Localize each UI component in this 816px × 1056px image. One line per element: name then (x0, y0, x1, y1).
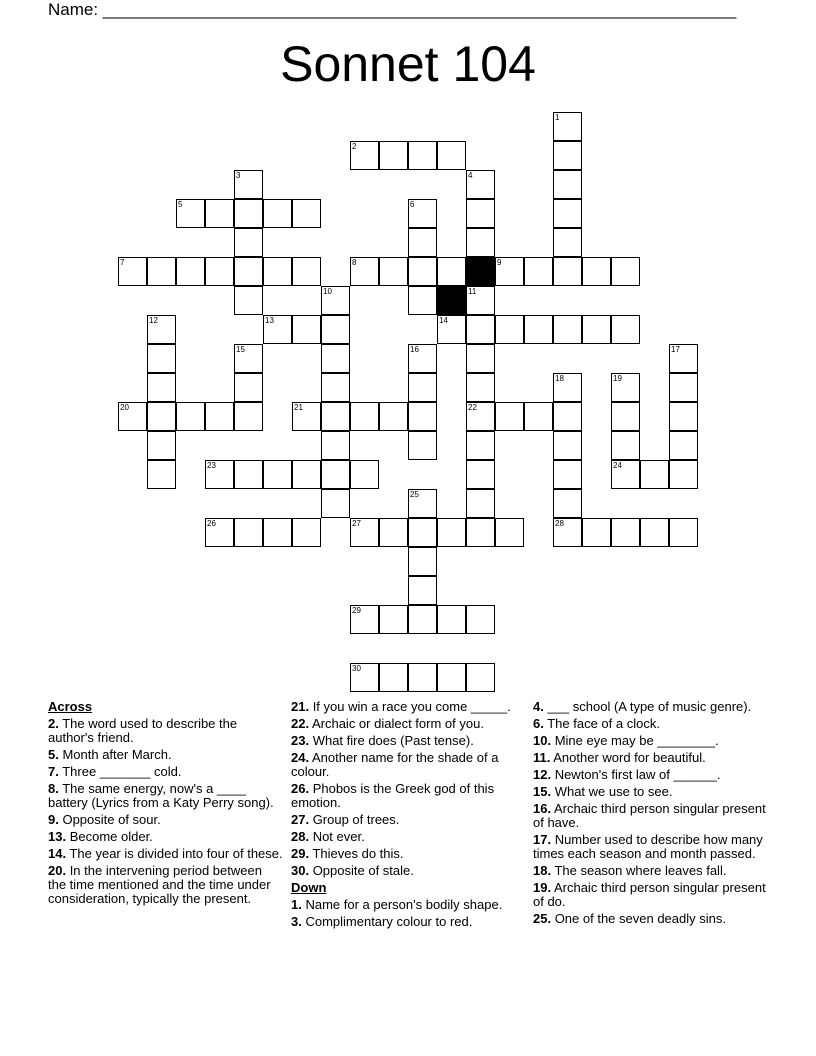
grid-cell[interactable] (379, 518, 408, 547)
clue-text: The year is divided into four of these. (66, 846, 283, 861)
clue-number: 16. (533, 801, 552, 816)
clue-number: 17. (533, 832, 552, 847)
clue-item (291, 700, 521, 714)
clue-number: 18. (533, 863, 552, 878)
grid-cell[interactable] (292, 518, 321, 547)
grid-cell[interactable] (263, 199, 292, 228)
clue-item (291, 864, 521, 878)
grid-cell[interactable] (466, 518, 495, 547)
cell-number: 1 (555, 113, 560, 122)
grid-cell[interactable] (234, 199, 263, 228)
clue-text: Group of trees. (309, 812, 400, 827)
clue-text: Archaic or dialect form of you. (309, 716, 484, 731)
grid-cell[interactable] (263, 518, 292, 547)
grid-cell[interactable] (350, 141, 379, 170)
grid-cell-blocked (466, 257, 495, 286)
clue-text: Newton's first law of ______. (551, 767, 721, 782)
clue-item (533, 785, 773, 799)
grid-cell-blocked (437, 286, 466, 315)
clue-item (533, 768, 773, 782)
across-clue-list (48, 717, 283, 906)
grid-cell[interactable] (466, 460, 495, 489)
clue-item (291, 717, 521, 731)
clue-text: One of the seven deadly sins. (551, 911, 726, 926)
grid-cell[interactable] (147, 373, 176, 402)
grid-cell[interactable] (669, 344, 698, 373)
grid-cell[interactable] (466, 663, 495, 692)
grid-cell[interactable] (669, 518, 698, 547)
cell-number: 8 (352, 258, 357, 267)
clue-column-1 (48, 700, 283, 909)
clue-item (533, 717, 773, 731)
grid-cell[interactable] (408, 576, 437, 605)
clue-item (291, 830, 521, 844)
cell-number: 25 (410, 490, 419, 499)
grid-cell[interactable] (408, 257, 437, 286)
grid-cell[interactable] (553, 402, 582, 431)
grid-cell[interactable] (437, 257, 466, 286)
clue-item (533, 833, 773, 861)
cell-number: 6 (410, 200, 415, 209)
grid-cell[interactable] (437, 141, 466, 170)
grid-cell[interactable] (350, 257, 379, 286)
grid-cell[interactable] (611, 373, 640, 402)
grid-cell[interactable] (176, 402, 205, 431)
clue-text: Number used to describe how many times each season and month passed. (533, 832, 763, 861)
clue-number: 8. (48, 781, 59, 796)
clue-text: Name for a person's bodily shape. (301, 897, 503, 912)
clue-number: 3. (291, 914, 302, 929)
clue-number: 1. (291, 897, 302, 912)
grid-cell[interactable] (147, 402, 176, 431)
clue-column-2 (291, 700, 521, 932)
grid-cell[interactable] (553, 460, 582, 489)
clue-number: 25. (533, 911, 552, 926)
down-clue-list (291, 898, 521, 929)
grid-cell[interactable] (234, 344, 263, 373)
grid-cell[interactable] (553, 257, 582, 286)
grid-cell[interactable] (437, 315, 466, 344)
grid-cell[interactable] (669, 402, 698, 431)
cell-number: 13 (265, 316, 274, 325)
clue-text: What we use to see. (551, 784, 673, 799)
grid-cell[interactable] (611, 402, 640, 431)
clue-number: 14. (48, 846, 67, 861)
grid-cell[interactable] (408, 141, 437, 170)
grid-cell[interactable] (495, 402, 524, 431)
grid-cell[interactable] (118, 402, 147, 431)
clue-text: Archaic third person singular present of have. (533, 801, 766, 830)
cell-number: 20 (120, 403, 129, 412)
grid-cell[interactable] (553, 315, 582, 344)
grid-cell[interactable] (350, 663, 379, 692)
clue-text: Another name for the shade of a colour. (291, 750, 499, 779)
clue-text: The face of a clock. (543, 716, 660, 731)
grid-cell[interactable] (466, 170, 495, 199)
clue-number: 23. (291, 733, 310, 748)
name-field[interactable]: Name: ___________________________________________________________________ (48, 0, 737, 19)
grid-cell[interactable] (611, 431, 640, 460)
grid-cell[interactable] (176, 257, 205, 286)
grid-cell[interactable] (408, 199, 437, 228)
clue-text: Complimentary colour to red. (301, 914, 473, 929)
grid-cell[interactable] (611, 315, 640, 344)
grid-cell[interactable] (321, 460, 350, 489)
clue-text: Opposite of stale. (309, 863, 414, 878)
grid-cell[interactable] (582, 518, 611, 547)
grid-cell[interactable] (321, 489, 350, 518)
clue-number: 12. (533, 767, 552, 782)
grid-cell[interactable] (408, 344, 437, 373)
clue-item (48, 813, 283, 827)
grid-cell[interactable] (437, 605, 466, 634)
grid-cell[interactable] (466, 605, 495, 634)
grid-cell[interactable] (263, 257, 292, 286)
clue-number: 24. (291, 750, 310, 765)
grid-cell[interactable] (205, 460, 234, 489)
clue-number: 20. (48, 863, 67, 878)
clue-number: 27. (291, 812, 310, 827)
grid-cell[interactable] (553, 112, 582, 141)
grid-cell[interactable] (611, 518, 640, 547)
grid-cell[interactable] (408, 547, 437, 576)
grid-cell[interactable] (553, 431, 582, 460)
grid-cell[interactable] (466, 228, 495, 257)
grid-cell[interactable] (408, 402, 437, 431)
grid-cell[interactable] (466, 344, 495, 373)
clue-text: Not ever. (309, 829, 365, 844)
grid-cell[interactable] (553, 199, 582, 228)
clue-text: Become older. (66, 829, 153, 844)
cell-number: 12 (149, 316, 158, 325)
grid-cell[interactable] (379, 257, 408, 286)
grid-cell[interactable] (234, 373, 263, 402)
grid-cell[interactable] (466, 286, 495, 315)
clue-item (291, 782, 521, 810)
clue-item (48, 864, 283, 906)
grid-cell[interactable] (350, 605, 379, 634)
clue-item (291, 915, 521, 929)
cell-number: 17 (671, 345, 680, 354)
grid-cell[interactable] (437, 663, 466, 692)
cell-number: 14 (439, 316, 448, 325)
grid-cell[interactable] (234, 402, 263, 431)
grid-cell[interactable] (234, 518, 263, 547)
grid-cell[interactable] (466, 373, 495, 402)
grid-cell[interactable] (176, 199, 205, 228)
cell-number: 19 (613, 374, 622, 383)
clue-number: 7. (48, 764, 59, 779)
grid-cell[interactable] (408, 489, 437, 518)
grid-cell[interactable] (408, 605, 437, 634)
clue-number: 21. (291, 699, 310, 714)
grid-cell[interactable] (669, 431, 698, 460)
clue-text: The same energy, now's a ____ battery (Lyrics from a Katy Perry song). (48, 781, 274, 810)
clue-number: 26. (291, 781, 310, 796)
grid-cell[interactable] (147, 257, 176, 286)
cell-number: 24 (613, 461, 622, 470)
clue-item (291, 847, 521, 861)
grid-cell[interactable] (408, 518, 437, 547)
cell-number: 30 (352, 664, 361, 673)
clue-item (533, 864, 773, 878)
clue-text: Opposite of sour. (58, 812, 161, 827)
clue-item (48, 830, 283, 844)
clue-item (291, 898, 521, 912)
clue-number: 28. (291, 829, 310, 844)
grid-cell[interactable] (553, 373, 582, 402)
clue-number: 5. (48, 747, 59, 762)
grid-cell[interactable] (495, 315, 524, 344)
grid-cell[interactable] (234, 460, 263, 489)
grid-cell[interactable] (495, 257, 524, 286)
grid-cell[interactable] (466, 431, 495, 460)
grid-cell[interactable] (437, 518, 466, 547)
clue-number: 29. (291, 846, 310, 861)
grid-cell[interactable] (669, 373, 698, 402)
grid-cell[interactable] (292, 315, 321, 344)
cell-number: 26 (207, 519, 216, 528)
grid-cell[interactable] (263, 460, 292, 489)
grid-cell[interactable] (147, 431, 176, 460)
grid-cell[interactable] (147, 460, 176, 489)
grid-cell[interactable] (379, 605, 408, 634)
grid-cell[interactable] (379, 663, 408, 692)
grid-cell[interactable] (263, 315, 292, 344)
grid-cell[interactable] (292, 460, 321, 489)
clue-number: 4. (533, 699, 544, 714)
clue-text: The word used to describe the author's friend. (48, 716, 238, 745)
clue-number: 22. (291, 716, 310, 731)
clue-number: 9. (48, 812, 59, 827)
clue-item (291, 734, 521, 748)
grid-cell[interactable] (524, 315, 553, 344)
clue-text: ___ school (A type of music genre). (543, 699, 752, 714)
cell-number: 18 (555, 374, 564, 383)
cell-number: 15 (236, 345, 245, 354)
clue-text: If you win a race you come _____. (309, 699, 511, 714)
grid-cell[interactable] (466, 489, 495, 518)
cell-number: 16 (410, 345, 419, 354)
clue-text: Mine eye may be ________. (551, 733, 719, 748)
clue-item (48, 847, 283, 861)
clue-number: 10. (533, 733, 552, 748)
down-heading: Down (291, 880, 327, 895)
grid-cell[interactable] (234, 286, 263, 315)
down-clue-list-continued (533, 700, 773, 926)
grid-cell[interactable] (553, 170, 582, 199)
cell-number: 27 (352, 519, 361, 528)
grid-cell[interactable] (553, 518, 582, 547)
grid-cell[interactable] (321, 373, 350, 402)
cell-number: 9 (497, 258, 502, 267)
cell-number: 11 (468, 287, 477, 296)
clue-text: Another word for beautiful. (550, 750, 706, 765)
grid-cell[interactable] (640, 460, 669, 489)
cell-number: 29 (352, 606, 361, 615)
grid-cell[interactable] (408, 431, 437, 460)
clue-item (533, 881, 773, 909)
grid-cell[interactable] (379, 402, 408, 431)
grid-cell[interactable] (321, 344, 350, 373)
clue-text: What fire does (Past tense). (309, 733, 474, 748)
grid-cell[interactable] (669, 460, 698, 489)
clue-text: Thieves do this. (309, 846, 404, 861)
grid-cell[interactable] (553, 489, 582, 518)
grid-cell[interactable] (611, 460, 640, 489)
clue-text: Phobos is the Greek god of this emotion. (291, 781, 495, 810)
grid-cell[interactable] (234, 228, 263, 257)
clue-item (48, 782, 283, 810)
clue-item (533, 700, 773, 714)
grid-cell[interactable] (495, 518, 524, 547)
grid-cell[interactable] (321, 431, 350, 460)
grid-cell[interactable] (408, 286, 437, 315)
cell-number: 28 (555, 519, 564, 528)
clue-item (291, 813, 521, 827)
clue-number: 6. (533, 716, 544, 731)
grid-cell[interactable] (466, 402, 495, 431)
clue-item (533, 734, 773, 748)
grid-cell[interactable] (147, 344, 176, 373)
grid-cell[interactable] (321, 286, 350, 315)
clue-number: 2. (48, 716, 59, 731)
grid-cell[interactable] (408, 228, 437, 257)
cell-number: 22 (468, 403, 477, 412)
grid-cell[interactable] (292, 402, 321, 431)
clue-item (291, 751, 521, 779)
grid-cell[interactable] (205, 257, 234, 286)
clue-column-3 (533, 700, 773, 929)
grid-cell[interactable] (582, 257, 611, 286)
grid-cell[interactable] (466, 315, 495, 344)
grid-cell[interactable] (234, 170, 263, 199)
clue-number: 13. (48, 829, 67, 844)
page-title: Sonnet 104 (280, 36, 536, 92)
grid-cell[interactable] (350, 518, 379, 547)
grid-cell[interactable] (292, 257, 321, 286)
grid-cell[interactable] (321, 315, 350, 344)
cell-number: 23 (207, 461, 216, 470)
clue-text: Archaic third person singular present of do. (533, 880, 766, 909)
clue-text: Three _______ cold. (58, 764, 182, 779)
grid-cell[interactable] (205, 402, 234, 431)
grid-cell[interactable] (350, 460, 379, 489)
grid-cell[interactable] (408, 373, 437, 402)
across-clue-list-continued (291, 700, 521, 878)
grid-cell[interactable] (408, 663, 437, 692)
grid-cell[interactable] (553, 228, 582, 257)
clue-item (533, 751, 773, 765)
grid-cell[interactable] (205, 199, 234, 228)
across-heading: Across (48, 699, 93, 714)
cell-number: 4 (468, 171, 473, 180)
clue-text: Month after March. (58, 747, 172, 762)
clue-item (533, 802, 773, 830)
grid-cell[interactable] (118, 257, 147, 286)
clue-item (533, 912, 773, 926)
clue-number: 30. (291, 863, 310, 878)
grid-cell[interactable] (292, 199, 321, 228)
grid-cell[interactable] (147, 315, 176, 344)
cell-number: 5 (178, 200, 183, 209)
grid-cell[interactable] (321, 402, 350, 431)
grid-cell[interactable] (205, 518, 234, 547)
clue-number: 19. (533, 880, 552, 895)
grid-cell[interactable] (553, 141, 582, 170)
clue-item (48, 717, 283, 745)
grid-cell[interactable] (611, 257, 640, 286)
grid-cell[interactable] (640, 518, 669, 547)
grid-cell[interactable] (379, 141, 408, 170)
clue-number: 15. (533, 784, 552, 799)
cell-number: 21 (294, 403, 303, 412)
grid-cell[interactable] (524, 402, 553, 431)
grid-cell[interactable] (524, 257, 553, 286)
grid-cell[interactable] (350, 402, 379, 431)
cell-number: 10 (323, 287, 332, 296)
clue-item (48, 765, 283, 779)
cell-number: 3 (236, 171, 241, 180)
cell-number: 2 (352, 142, 357, 151)
cell-number: 7 (120, 258, 125, 267)
grid-cell[interactable] (466, 199, 495, 228)
clue-text: The season where leaves fall. (551, 863, 727, 878)
grid-cell[interactable] (234, 257, 263, 286)
clue-number: 11. (533, 750, 551, 765)
clue-text: In the intervening period between the time mentioned and the time under consideration, typically the present. (48, 863, 271, 906)
grid-cell[interactable] (582, 315, 611, 344)
clue-item (48, 748, 283, 762)
